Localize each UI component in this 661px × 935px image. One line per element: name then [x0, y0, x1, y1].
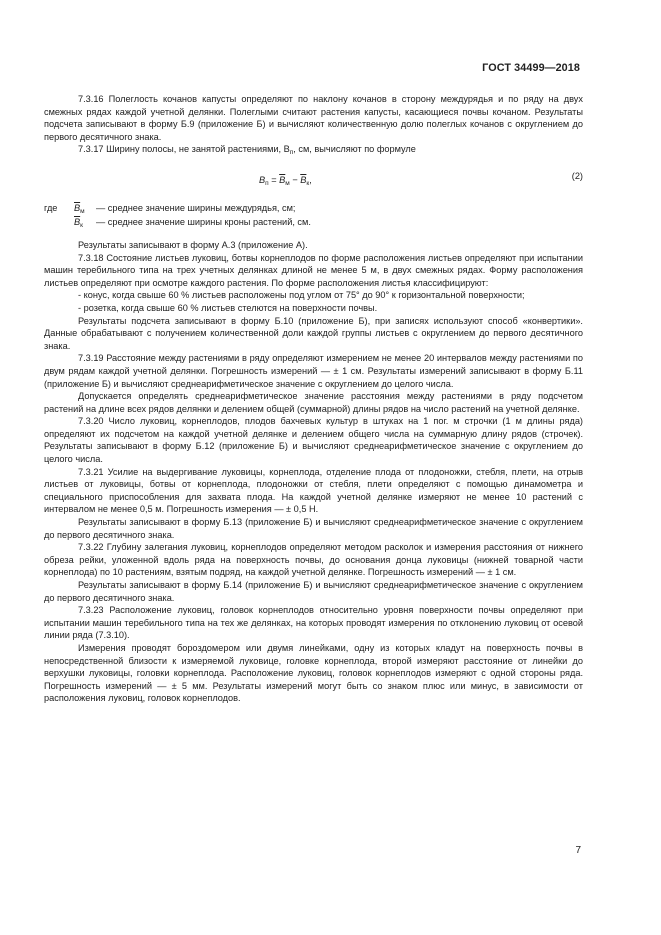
paragraph-7-3-21: 7.3.21 Усилие на выдергивание луковицы, корнеплода, отделение плода от плодоножки, стебля, плети, на отрыв листьев от луковицы, ботвы от корнеплода, плодоножки от стебля, плети определяют с помощью динамометра и специального приспособления для захвата плода. На каждой учетной делянке измеряют не менее 10 растений с интервалом не менее 0,5 м. Погрешность измерения — ± 0,5 Н. — [44, 466, 583, 515]
paragraph-7-3-17-end: , см, вычисляют по формуле — [293, 144, 416, 155]
paragraph-7-3-17-text: 7.3.17 Ширину полосы, не занятой растениями, B — [78, 144, 290, 155]
paragraph-results-b13: Результаты записывают в форму Б.13 (приложение Б) и вычисляют среднеарифметическое значение с округлением до первого десятичного знака. — [44, 517, 583, 540]
paragraph-7-3-22: 7.3.22 Глубину залегания луковиц, корнеплодов определяют методом расколок и измерения расстояния от нижнего обреза рейки, уложенной вдоль ряда на поверхность почвы, до основания донца луковицы (нижней товарной части корнеплода) по 10 растениям, взятым подряд, на каждой учетной делянке. Погрешность измерений — ± 1 см. — [44, 542, 583, 578]
page-number: 7 — [575, 845, 581, 856]
paragraph-measurements: Измерения проводят бороздомером или двумя линейками, одну из которых кладут на поверхность почвы в непосредственной близости к измеряемой луковице, головке корнеплода, второй измеряют расстояние от линейки до верхушки луковицы, головки корнеплода. Расположение луковиц, головок корнеплодов измеряют с одной стороны ряда. Погрешность измерений — ± 5 мм. Результаты измерений могут быть со знаком плюс или минус, в зависимости от расположения луковиц, головок корнеплодов. — [44, 642, 583, 704]
document-code: ГОСТ 34499—2018 — [482, 62, 580, 74]
paragraph-results-b10: Результаты подсчета записывают в форму Б.10 (приложение Б), при записях используют способ «конвертики». Данные обрабатывают с получением количественной доли каждой группы листьев с округлением до первого десятичного знака. — [44, 315, 583, 351]
subscript-p: п — [289, 149, 294, 157]
paragraph-7-3-16: 7.3.16 Полеглость кочанов капусты определяют по наклону кочанов в сторону междурядья и по ряду на двух смежных рядах каждой учетной делянки. Полеглыми считают растения капусты, касающиеся почвы кочаном. Результаты подсчета записывают в форму Б.9 (приложение Б) и вычисляют количественную долю полеглых кочанов с округлением до первого десятичного знака. — [44, 94, 583, 142]
paragraph-7-3-19: 7.3.19 Расстояние между растениями в ряду определяют измерением не менее 20 интервалов между растениями по двум рядам каждой учетной делянки. Погрешность измерений — ± 1 см. Результаты измерений записывают в форму Б.11 (приложение Б) и вычисляют среднеарифметическое значение с округлением до целого числа. — [44, 353, 583, 389]
formula-2 — [44, 170, 583, 192]
paragraph-7-3-17 — [44, 143, 583, 160]
definition-row: где $\overline{B}_м$ — среднее значение ширины междурядья, см; — [44, 202, 296, 215]
formula-definitions — [44, 202, 583, 231]
paragraph-results-a3: Результаты записывают в форму А.3 (приложение А). — [78, 239, 308, 250]
bullet-rosette: - розетка, когда свыше 60 % листьев стелются на поверхности почвы. — [78, 302, 378, 313]
formula-expression: $B_п = \overline{B}_м - \overline{B}_к$, — [259, 174, 312, 187]
definition-row: $\overline{B}_к$ — среднее значение ширины кроны растений, см. — [74, 217, 311, 230]
paragraph-allowed-mean: Допускается определять среднеарифметическое значение расстояния между растениями в ряду подсчетом растений на длине всех рядов делянки и делением общей (суммарной) длины рядов на число растений на учетной делянке. — [44, 391, 583, 414]
paragraph-7-3-23: 7.3.23 Расположение луковиц, головок корнеплодов относительно уровня поверхности почвы определяют при испытании машин теребильного типа на тех же делянках, на которых проводят измерения по отклонению луковиц от осевой линии ряда (7.3.10). — [44, 605, 583, 641]
page-body — [44, 93, 583, 705]
paragraph-7-3-20: 7.3.20 Число луковиц, корнеплодов, плодов бахчевых культур в штуках на 1 пог. м строчки (1 м длины ряда) определяют их подсчетом на каждой учетной делянке и делением общего числа на суммарную длину рядов (строчек). Результаты записывают в форму Б.12 (приложение Б) и вычисляют среднеарифметическое значение с округлением до целого числа. — [44, 416, 583, 465]
paragraph-results-b14: Результаты записывают в форму Б.14 (приложение Б) и вычисляют среднеарифметическое значение с округлением до первого десятичного знака. — [44, 580, 583, 603]
bullet-cone: - конус, когда свыше 60 % листьев расположены под углом от 75° до 90° к горизонтальной поверхности; — [78, 290, 525, 301]
formula-number: (2) — [571, 170, 583, 181]
paragraph-7-3-18: 7.3.18 Состояние листьев луковиц, ботвы корнеплодов по форме расположения листьев определяют при испытании машин теребильного типа на трех учетных делянках длиной не менее 5 м, в двух смежных рядах. Форму расположения листьев определяют при осмотре каждого растения. По форме расположения листья классифицируют: — [44, 252, 583, 288]
